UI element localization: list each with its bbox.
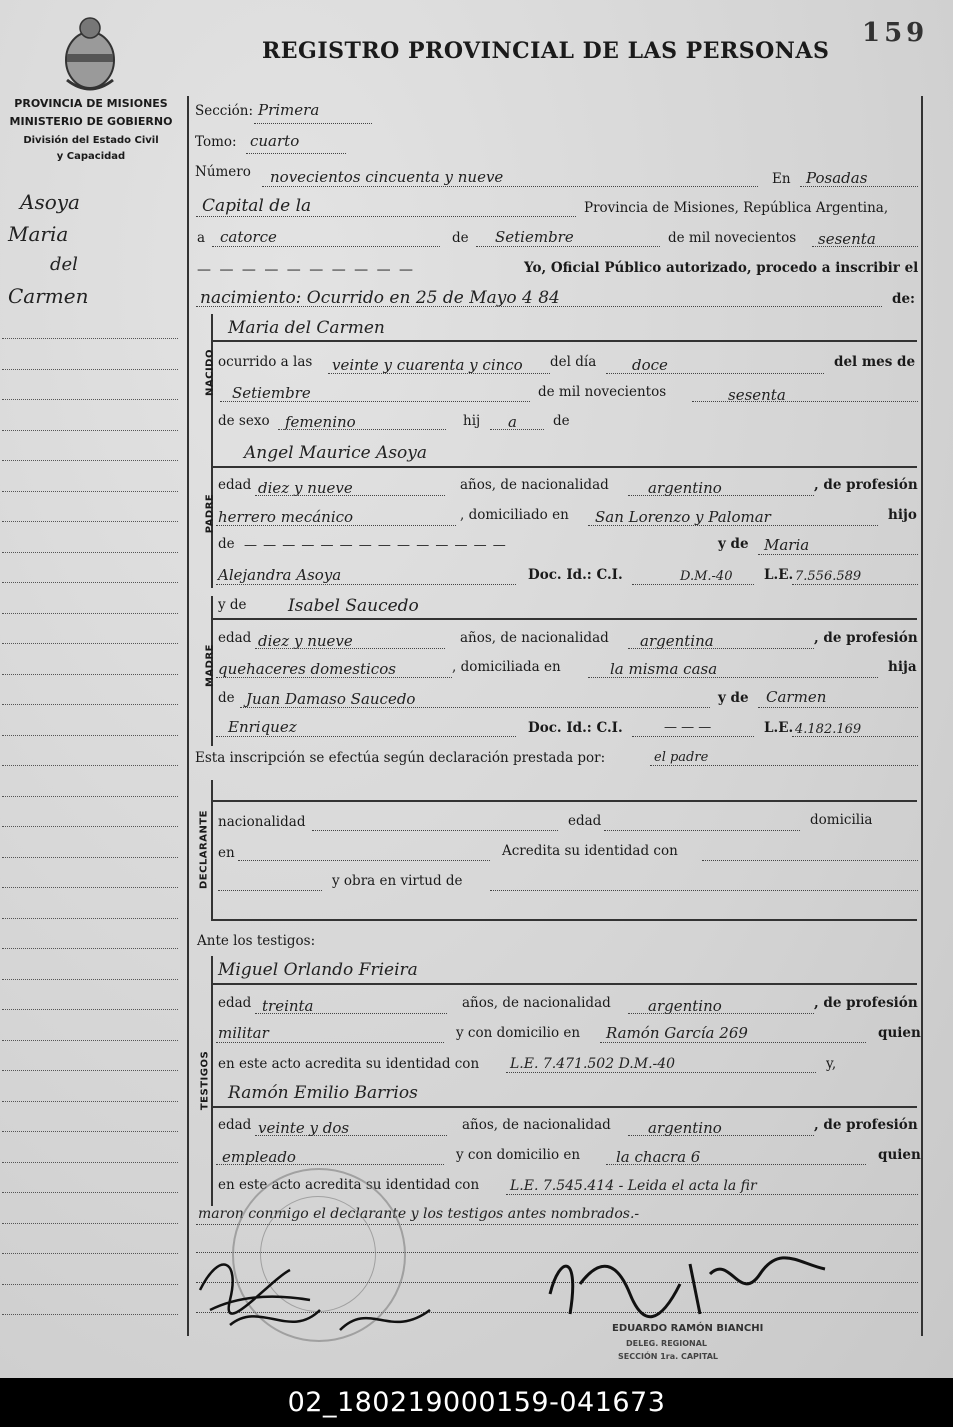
margin-rule xyxy=(2,338,178,339)
margin-rule xyxy=(2,796,178,797)
main-right-border xyxy=(921,96,923,1336)
t2-prof-value: empleado xyxy=(222,1148,296,1166)
hija-label: hija xyxy=(888,659,917,675)
madre-prof-label: , de profesión xyxy=(814,630,918,646)
padre-ci-label: Doc. Id.: C.I. xyxy=(528,567,623,583)
coat-of-arms-icon xyxy=(55,10,125,94)
del-mes-label: del mes de xyxy=(834,354,916,370)
margin-rule xyxy=(2,460,178,461)
madre-edad-label: edad xyxy=(218,630,252,646)
margin-rule xyxy=(2,704,178,705)
padre-edad-value: diez y nueve xyxy=(258,479,353,497)
page-number: 159 xyxy=(862,18,929,48)
padre-edad-label: edad xyxy=(218,477,252,493)
signature-witnesses xyxy=(190,1230,470,1350)
de-mil2-label: de mil novecientos xyxy=(538,384,667,400)
margin-rule xyxy=(2,948,178,949)
declarante-value: el padre xyxy=(654,750,709,765)
padre-nac-value: argentino xyxy=(648,479,722,497)
margin-rule xyxy=(2,1314,178,1315)
hijo-label: hijo xyxy=(888,507,917,523)
madre-y-de-label: y de xyxy=(218,597,247,613)
padre-de-label: de xyxy=(218,536,235,552)
section-madre: MADRE xyxy=(204,643,216,688)
t1-acredita-label: en este acto acredita su identidad con xyxy=(218,1056,480,1072)
t2-doc-value: L.E. 7.545.414 - Leida el acta la fir xyxy=(510,1178,757,1194)
section-nacido: NACIDO xyxy=(204,349,216,396)
official-name: EDUARDO RAMÓN BIANCHI xyxy=(612,1323,764,1334)
org-line-3: División del Estado Civil xyxy=(23,135,159,146)
margin-rule xyxy=(2,1223,178,1224)
margin-rule xyxy=(2,887,178,888)
madre-dom-label: , domiciliada en xyxy=(452,659,561,675)
padre-dom-value: San Lorenzo y Palomar xyxy=(595,508,771,526)
section-padre: PADRE xyxy=(204,493,216,534)
sexo-value: femenino xyxy=(285,413,356,431)
padre-madre-value: Alejandra Asoya xyxy=(218,566,342,584)
hij-label: hij xyxy=(463,413,481,429)
t2-edad-value: veinte y dos xyxy=(258,1119,350,1137)
madre-prof-value: quehaceres domesticos xyxy=(218,660,396,678)
numero-label: Número xyxy=(195,164,251,180)
margin-rule xyxy=(2,979,178,980)
official-section: SECCIÓN 1ra. CAPITAL xyxy=(618,1352,718,1361)
madre-de-label: de xyxy=(218,690,235,706)
en-value: Posadas xyxy=(806,169,868,187)
padre-le-value: 7.556.589 xyxy=(795,569,862,584)
margin-rule xyxy=(2,552,178,553)
margin-rule xyxy=(2,735,178,736)
seccion-value: Primera xyxy=(258,101,320,119)
org-line-4: y Capacidad xyxy=(56,151,126,162)
margin-name-1: Asoya xyxy=(20,190,80,214)
madre-ci-label: Doc. Id.: C.I. xyxy=(528,720,623,736)
t1-value: Miguel Orlando Frieira xyxy=(218,960,418,980)
t2-prof-label: , de profesión xyxy=(814,1117,918,1133)
de2-label: de xyxy=(553,413,570,429)
decl-nac-label: nacionalidad xyxy=(218,814,306,830)
del-dia-label: del día xyxy=(550,354,597,370)
madre-nac-value: argentina xyxy=(640,632,714,650)
t2-dom-value: la chacra 6 xyxy=(616,1148,701,1166)
margin-rule xyxy=(2,613,178,614)
margin-rule xyxy=(2,1253,178,1254)
margin-rule xyxy=(2,1162,178,1163)
t2-acredita-label: en este acto acredita su identidad con xyxy=(218,1177,480,1193)
ocurrido-label: ocurrido a las xyxy=(218,354,313,370)
dia-value: catorce xyxy=(220,228,277,246)
margin-rule xyxy=(2,674,178,675)
margin-rule xyxy=(2,430,178,431)
decl-acredita-label: Acredita su identidad con xyxy=(502,843,678,859)
madre-padre-value: Juan Damaso Saucedo xyxy=(246,690,416,708)
t1-nac-label: años, de nacionalidad xyxy=(462,995,611,1011)
section-testigos: TESTIGOS xyxy=(199,1050,211,1111)
page-title: REGISTRO PROVINCIAL DE LAS PERSONAS xyxy=(262,38,830,64)
t2-dom-label: y con domicilio en xyxy=(456,1147,581,1163)
org-line-1: PROVINCIA DE MISIONES xyxy=(14,97,168,110)
margin-rule xyxy=(2,826,178,827)
madre-ci-value: — — — xyxy=(664,720,712,735)
mes-value: Setiembre xyxy=(495,228,574,246)
hij-value: a xyxy=(508,413,517,431)
tomo-value: cuarto xyxy=(250,132,300,150)
margin-rule xyxy=(2,491,178,492)
inscripcion-label: Esta inscripción se efectúa según declaración prestada por: xyxy=(195,750,606,766)
ante-label: Ante los testigos: xyxy=(197,933,316,949)
padre-de-value: — — — — — — — — — — — — — — xyxy=(244,538,507,553)
official-role: DELEG. REGIONAL xyxy=(626,1339,708,1348)
margin-rule xyxy=(2,1101,178,1102)
t2-quien-label: quien xyxy=(878,1147,921,1163)
de-colon-label: de: xyxy=(892,291,916,307)
t1-doc-value: L.E. 7.471.502 D.M.-40 xyxy=(510,1056,676,1072)
t1-y-label: y, xyxy=(826,1056,837,1072)
t2-value: Ramón Emilio Barrios xyxy=(228,1083,418,1103)
t1-edad-label: edad xyxy=(218,995,252,1011)
padre-value: Angel Maurice Asoya xyxy=(244,443,428,463)
madre-madre-value: Carmen xyxy=(766,688,827,706)
margin-name-3: del xyxy=(50,254,78,275)
t1-dom-value: Ramón García 269 xyxy=(606,1024,748,1042)
margin-rule xyxy=(2,521,178,522)
provincia-label: Provincia de Misiones, República Argentina, xyxy=(584,200,889,216)
de-mil-label: de mil novecientos xyxy=(668,230,797,246)
margin-rule xyxy=(2,1131,178,1132)
madre-nac-label: años, de nacionalidad xyxy=(460,630,609,646)
margin-name-4: Carmen xyxy=(8,284,89,308)
margin-name-2: Maria xyxy=(8,222,69,246)
padre-prof-value: herrero mecánico xyxy=(218,508,354,526)
madre-le-value: 4.182.169 xyxy=(795,722,862,737)
margin-rule xyxy=(2,1284,178,1285)
decl-domicilia-label: domicilia xyxy=(810,812,873,828)
inscribe-value: nacimiento: Ocurrido en 25 de Mayo 4 84 xyxy=(200,288,560,308)
signature-official xyxy=(540,1234,840,1334)
margin-rule xyxy=(2,1009,178,1010)
t1-edad-value: treinta xyxy=(262,997,314,1015)
margin-rule xyxy=(2,369,178,370)
margin-rule xyxy=(2,643,178,644)
padre-dom-label: , domiciliado en xyxy=(460,507,569,523)
t2-edad-label: edad xyxy=(218,1117,252,1133)
en-label: En xyxy=(772,171,791,187)
margin-rule xyxy=(2,582,178,583)
madre-dom-value: la misma casa xyxy=(610,660,718,678)
padre-ci-value: D.M.-40 xyxy=(680,569,733,584)
lugar-value: Capital de la xyxy=(202,196,312,216)
decl-en-label: en xyxy=(218,845,235,861)
margin-rule xyxy=(2,857,178,858)
t1-prof-value: militar xyxy=(218,1024,269,1042)
padre-prof-label: , de profesión xyxy=(814,477,918,493)
anio-nac-value: sesenta xyxy=(728,386,786,404)
footer-code: 02_180219000159-041673 xyxy=(0,1378,953,1427)
margin-rule xyxy=(2,1192,178,1193)
margin-rule xyxy=(2,765,178,766)
blank-dashes: — — — — — — — — — — xyxy=(197,262,416,278)
hora-value: veinte y cuarenta y cinco xyxy=(332,356,523,374)
t1-quien-label: quien xyxy=(878,1025,921,1041)
madre-value: Isabel Saucedo xyxy=(288,596,419,616)
sexo-label: de sexo xyxy=(218,413,270,429)
dia-nac-value: doce xyxy=(632,356,668,374)
margin-rule xyxy=(2,399,178,400)
t2-nac-value: argentino xyxy=(648,1119,722,1137)
decl-y-obra-label: y obra en virtud de xyxy=(332,873,463,889)
madre-madre2-value: Enriquez xyxy=(228,718,297,736)
padre-nac-label: años, de nacionalidad xyxy=(460,477,609,493)
madre-le-label: L.E. xyxy=(764,720,794,736)
padre-y-de-label: y de xyxy=(718,536,749,552)
numero-value: novecientos cincuenta y nueve xyxy=(270,168,504,186)
anio-value: sesenta xyxy=(818,230,876,248)
nacido-value: Maria del Carmen xyxy=(228,318,385,338)
madre-edad-value: diez y nueve xyxy=(258,632,353,650)
madre-y-de-label2: y de xyxy=(718,690,749,706)
org-line-2: MINISTERIO DE GOBIERNO xyxy=(9,115,173,128)
de-label: de xyxy=(452,230,469,246)
cierre-value: maron conmigo el declarante y los testigos antes nombrados.- xyxy=(198,1206,640,1222)
a-label: a xyxy=(197,230,206,246)
tomo-label: Tomo: xyxy=(195,134,237,150)
padre-y-de-value: Maria xyxy=(764,536,810,554)
padre-le-label: L.E. xyxy=(764,567,794,583)
margin-rule xyxy=(2,1040,178,1041)
main-left-border xyxy=(187,96,189,1336)
margin-rule xyxy=(2,918,178,919)
yo-label: Yo, Oficial Público autorizado, procedo a inscribir el xyxy=(524,260,919,276)
t1-prof-label: , de profesión xyxy=(814,995,918,1011)
decl-edad-label: edad xyxy=(568,813,602,829)
section-declarante: DECLARANTE xyxy=(198,809,210,890)
t1-nac-value: argentino xyxy=(648,997,722,1015)
margin-rule xyxy=(2,1070,178,1071)
seccion-label: Sección: xyxy=(195,103,254,119)
mes-nac-value: Setiembre xyxy=(232,384,311,402)
t1-dom-label: y con domicilio en xyxy=(456,1025,581,1041)
t2-nac-label: años, de nacionalidad xyxy=(462,1117,611,1133)
